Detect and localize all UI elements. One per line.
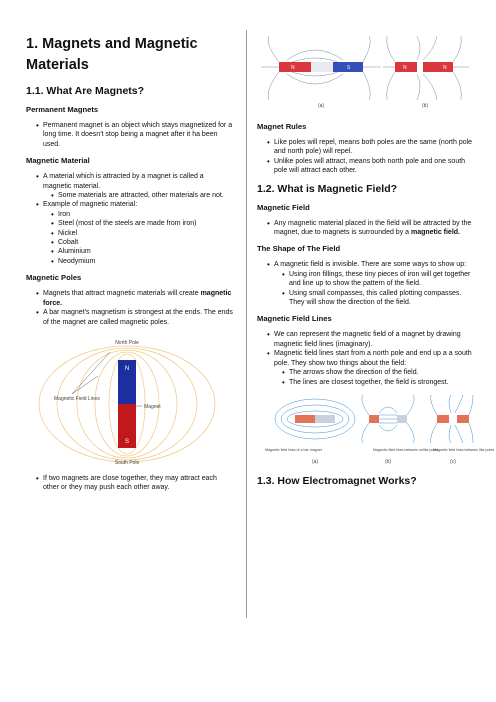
magnetic-poles-list: [26, 289, 234, 327]
list-item: • Using iron fillings, these tiny pieces of iron will get together and line up to show the pattern of the field.: [282, 270, 473, 289]
permanent-magnets-list: [26, 121, 234, 149]
south-pole-label: South Pole: [114, 459, 140, 466]
poles-field-figure: [257, 34, 473, 108]
magnetic-material-list: [26, 172, 234, 266]
bar-magnet-diagram: [26, 336, 234, 468]
fig1-s1: S: [347, 65, 351, 71]
section-heading-1-2: 1.2. What is Magnetic Field?: [257, 182, 398, 195]
list-item: • Nickel: [51, 229, 234, 238]
fig2-label-c: (c): [450, 458, 456, 465]
magnet-rules-list: [257, 138, 473, 176]
list-item: • A bar magnet's magnetism is strongest at the ends. The ends of the magnet are called magnetic poles.: [36, 308, 234, 327]
north-pole-label: North Pole: [115, 339, 139, 346]
list-item: • A material which is attracted by a magnet is called a magnetic material. • Some materials are attracted, other materials are not.: [36, 172, 234, 200]
fig2-label-a: (a): [311, 458, 319, 465]
list-item: • Permanent magnet is an object which stays magnetized for a long time. It doesn't stop being a magnet after it ha been used.: [36, 121, 234, 149]
list-item: • The lines are closest together, the field is strongest.: [282, 378, 473, 387]
magnetic-poles-heading: Magnetic Poles: [26, 273, 82, 283]
list-item: • Some materials are attracted, other materials are not.: [51, 191, 234, 200]
list-item: • A magnetic field is invisible. There are some ways to show up: • Using iron fillings, these tiny pieces of iron will get together and line up to show the pattern of the field. • Using small compasses, this called plotting compasses. They will show the direction of the field.: [267, 260, 473, 307]
page-title: 1. Magnets and Magnetic Materials: [26, 36, 198, 73]
fig2-caption-c: Magnetic field lines between like poles: [433, 447, 495, 452]
column-divider: [246, 30, 247, 618]
list-item: • Example of magnetic material: • Iron • Steel (most of the steels are made from iron) • Nickel • Cobalt • Aluminium • Neodymium: [36, 200, 234, 266]
bar-magnet-figure: [26, 336, 234, 468]
fig1-label-b: (b): [421, 103, 429, 109]
magnet-rules-heading: Magnet Rules: [257, 122, 307, 131]
left-column: [26, 34, 234, 493]
list-item: • Magnetic field lines start from a north pole and end up a a south pole. They show two things about the field: • The arrows show the direction of the field. • The lines are closest together, the field is strongest.: [267, 349, 473, 387]
list-item: • Iron: [51, 210, 234, 219]
field-lines-list: [257, 330, 473, 386]
section-heading-1-1: 1.1. What Are Magnets?: [26, 85, 145, 97]
field-shape-list: [257, 260, 473, 307]
magnetic-material-heading: Magnetic Material: [26, 156, 90, 166]
fig1-label-a: (a): [317, 103, 325, 109]
poles-field-diagram: [257, 34, 473, 108]
list-item: • Magnets that attract magnetic materials will create magnetic force.: [36, 289, 234, 308]
field-shape-heading: The Shape of The Field: [257, 244, 341, 254]
fig-n-label: N: [124, 365, 130, 372]
list-item: • Unlike poles will attract, means both north pole and one south pole will attract each other.: [267, 157, 473, 176]
magnetic-field-list: [257, 219, 473, 238]
materials-list: [43, 210, 234, 266]
list-item: • We can represent the magnetic field of a magnet by drawing magnetic field lines (imaginary).: [267, 330, 473, 349]
field-lines-figure: [257, 395, 495, 467]
magnetic-field-heading: Magnetic Field: [257, 202, 310, 212]
fig2-caption-b: Magnetic field lines between unlike poles: [373, 447, 439, 452]
list-item: • Aluminium: [51, 247, 234, 256]
fig2-caption-a: Magnetic field lines of a bar magnet: [265, 447, 322, 452]
list-item: • Any magnetic material placed in the field will be attracted by the magnet, due to magnets is surrounded by a magnetic field.: [267, 219, 473, 238]
right-column: [257, 34, 495, 495]
magnet-label: Magnet: [144, 403, 161, 410]
magnet-interaction-list: [26, 474, 234, 493]
fig1-n2: N: [403, 65, 407, 71]
list-item: • Steel (most of the steels are made from iron): [51, 219, 234, 228]
field-lines-label: Magnetic Field Lines: [54, 395, 100, 402]
field-lines-heading: Magnetic Field Lines: [257, 314, 332, 324]
permanent-magnets-heading: Permanent Magnets: [26, 105, 99, 114]
list-item: • Cobalt: [51, 238, 234, 247]
list-item: • If two magnets are close together, they may attract each other or they may push each other away.: [36, 474, 234, 493]
fig-s-label: S: [124, 438, 130, 445]
field-lines-diagram: [257, 395, 495, 467]
fig1-n3: N: [443, 65, 447, 71]
fig2-label-b: (b): [384, 458, 392, 465]
list-item: • Like poles will repel, means both poles are the same (north pole and north pole) will repel.: [267, 138, 473, 157]
list-item: • The arrows show the direction of the field.: [282, 368, 473, 377]
section-heading-1-3: 1.3. How Electromagnet Works?: [257, 474, 417, 487]
fig1-n1: N: [291, 65, 295, 71]
list-item: • Neodymium: [51, 257, 234, 266]
list-item: • Using small compasses, this called plotting compasses. They will show the direction of the field.: [282, 289, 473, 308]
